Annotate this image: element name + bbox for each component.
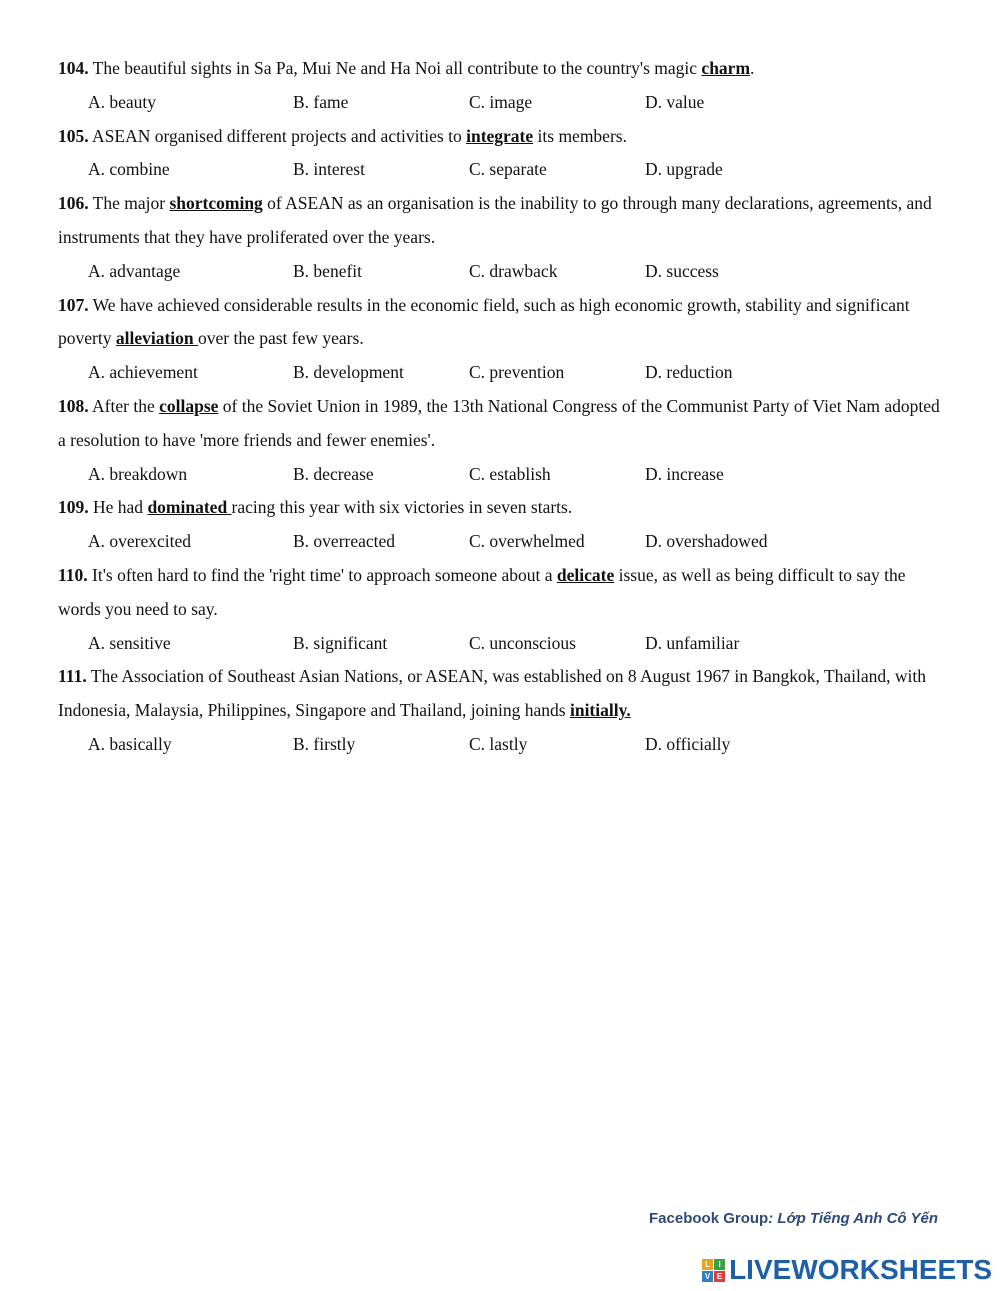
- option-b[interactable]: B. overreacted: [293, 531, 396, 552]
- question-stem-start: It's often hard to find the 'right time' to approach someone about a: [87, 564, 557, 585]
- question-stem-end: issue, as well as being difficult to say the words you need to say.: [58, 564, 906, 619]
- option-a[interactable]: A. advantage: [88, 260, 181, 281]
- question-keyword: collapse: [159, 395, 219, 416]
- answer-options: [58, 525, 948, 559]
- question-stem-end: of the Soviet Union in 1989, the 13th National Congress of the Communist Party of Viet Nam adopted a resolution to have 'more friends and fewer enemies'.: [58, 395, 940, 450]
- option-d[interactable]: D. success: [645, 260, 719, 281]
- option-b[interactable]: B. decrease: [293, 463, 374, 484]
- question-block: [58, 491, 948, 559]
- option-c[interactable]: C. lastly: [469, 733, 528, 754]
- question-block: [58, 52, 948, 120]
- option-a[interactable]: A. overexcited: [88, 531, 192, 552]
- option-b[interactable]: B. benefit: [293, 260, 363, 281]
- question-keyword: initially.: [569, 700, 631, 721]
- question-stem-start: The beautiful sights in Sa Pa, Mui Ne and Ha Noi all contribute to the country's magic: [88, 58, 702, 78]
- question-keyword: delicate: [556, 564, 615, 585]
- liveworksheets-brand[interactable]: [702, 1253, 992, 1287]
- option-a[interactable]: A. breakdown: [88, 463, 188, 484]
- question-text: [58, 390, 948, 458]
- question-block: [58, 660, 948, 761]
- question-number: 110.: [58, 564, 88, 585]
- answer-options: [58, 356, 948, 390]
- option-a[interactable]: A. sensitive: [88, 632, 171, 653]
- question-text: [58, 559, 948, 627]
- option-a[interactable]: A. basically: [88, 733, 172, 754]
- question-stem-end: racing this year with six victories in seven starts.: [231, 497, 573, 518]
- option-a[interactable]: A. combine: [88, 159, 170, 180]
- logo-tile: I: [714, 1259, 725, 1270]
- question-keyword: alleviation: [115, 328, 198, 349]
- option-a[interactable]: A. beauty: [88, 91, 157, 112]
- question-text: [58, 52, 948, 86]
- option-b[interactable]: B. firstly: [293, 733, 356, 754]
- option-c[interactable]: C. drawback: [469, 260, 558, 281]
- answer-options: [58, 728, 948, 762]
- option-d[interactable]: D. overshadowed: [645, 531, 768, 552]
- answer-options: [58, 153, 948, 187]
- question-number: 111.: [58, 666, 87, 687]
- option-d[interactable]: D. officially: [645, 733, 731, 754]
- option-c[interactable]: C. overwhelmed: [469, 531, 585, 552]
- question-stem-start: We have achieved considerable results in the economic field, such as high economic growth, stability and significant poverty: [58, 294, 910, 349]
- option-b[interactable]: B. interest: [293, 159, 365, 180]
- option-c[interactable]: C. unconscious: [469, 632, 576, 653]
- question-text: [58, 660, 948, 728]
- question-keyword: dominated: [147, 497, 232, 518]
- option-b[interactable]: B. significant: [293, 632, 388, 653]
- question-number: 104.: [58, 58, 89, 78]
- option-c[interactable]: C. establish: [469, 463, 551, 484]
- option-c[interactable]: C. separate: [469, 159, 547, 180]
- option-a[interactable]: A. achievement: [88, 362, 198, 383]
- answer-options: [58, 627, 948, 661]
- question-keyword: shortcoming: [169, 193, 263, 214]
- facebook-group-credit: [649, 1210, 938, 1227]
- option-b[interactable]: B. development: [293, 362, 404, 383]
- question-block: [58, 390, 948, 491]
- facebook-group-name: : Lớp Tiếng Anh Cô Yến: [768, 1210, 938, 1227]
- question-stem-end: of ASEAN as an organisation is the inability to go through many declarations, agreements, and instruments that they have proliferated over the years.: [58, 193, 932, 247]
- question-text: [58, 289, 948, 357]
- question-text: [58, 187, 948, 255]
- question-stem-end: .: [750, 58, 755, 78]
- question-list: [58, 52, 948, 762]
- answer-options: [58, 255, 948, 289]
- question-stem-end: over the past few years.: [198, 328, 364, 349]
- option-d[interactable]: D. upgrade: [645, 159, 723, 180]
- question-number: 108.: [58, 395, 89, 416]
- question-stem-end: its members.: [533, 125, 627, 146]
- option-d[interactable]: D. unfamiliar: [645, 632, 740, 653]
- option-c[interactable]: C. prevention: [469, 362, 565, 383]
- question-number: 107.: [58, 294, 89, 315]
- option-b[interactable]: B. fame: [293, 91, 349, 112]
- question-block: [58, 289, 948, 390]
- question-text: [58, 491, 948, 525]
- logo-tile: V: [702, 1271, 713, 1282]
- question-stem-start: After the: [88, 395, 160, 416]
- question-block: [58, 187, 948, 288]
- logo-tile: L: [702, 1259, 713, 1270]
- liveworksheets-logo-icon: [702, 1259, 725, 1282]
- answer-options: [58, 458, 948, 492]
- question-stem-start: He had: [88, 497, 148, 518]
- facebook-label: Facebook Group: [649, 1210, 769, 1227]
- option-d[interactable]: D. increase: [645, 463, 724, 484]
- question-number: 106.: [58, 193, 89, 214]
- question-number: 109.: [58, 497, 89, 518]
- logo-tile: E: [714, 1271, 725, 1282]
- question-stem-start: ASEAN organised different projects and activities to: [88, 125, 467, 146]
- liveworksheets-wordmark: LIVEWORKSHEETS: [729, 1254, 992, 1285]
- answer-options: [58, 86, 948, 120]
- question-block: [58, 120, 948, 188]
- question-keyword: integrate: [466, 125, 534, 146]
- question-keyword: charm: [701, 58, 751, 78]
- question-text: [58, 120, 948, 154]
- question-number: 105.: [58, 125, 89, 146]
- question-stem-start: The major: [88, 193, 170, 214]
- option-c[interactable]: C. image: [469, 91, 533, 112]
- question-stem-start: The Association of Southeast Asian Nations, or ASEAN, was established on 8 August 1967 in Bangkok, Thailand, with Indonesia, Malaysia, Philippines, Singapore and Thailand, joining hands: [58, 666, 927, 721]
- question-block: [58, 559, 948, 660]
- option-d[interactable]: D. reduction: [645, 362, 733, 383]
- option-d[interactable]: D. value: [645, 91, 705, 112]
